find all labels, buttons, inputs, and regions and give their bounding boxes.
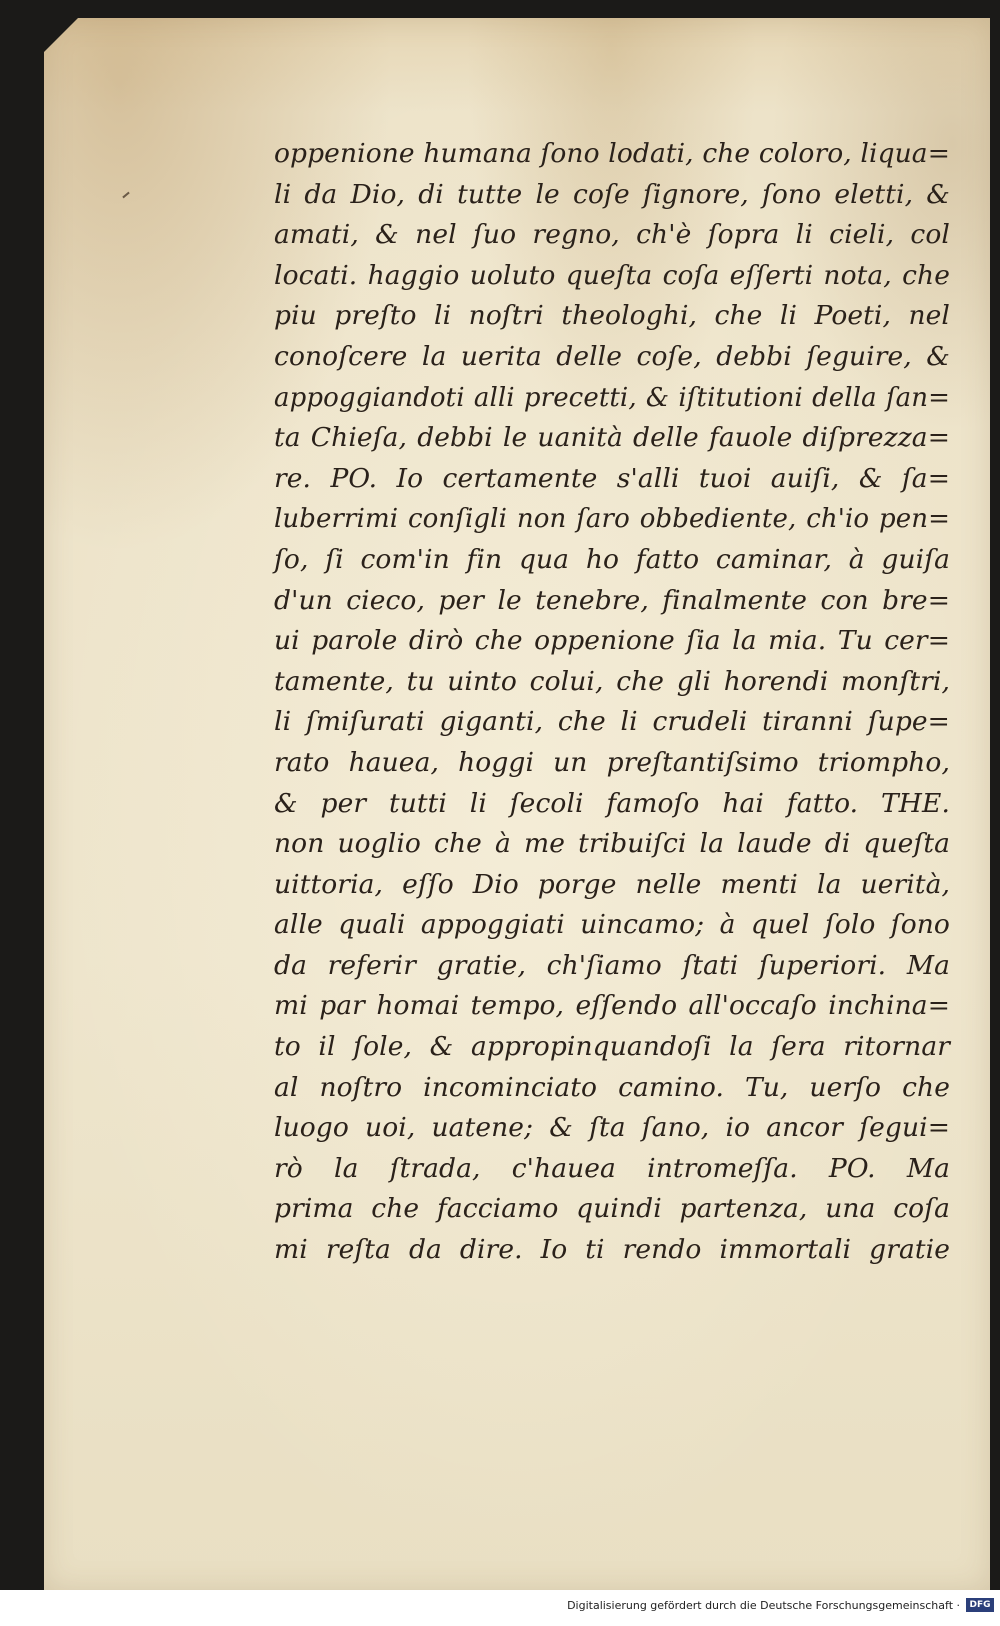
text-line: rato hauea, hoggi un preſtantiſsimo triompho, [274, 746, 950, 778]
text-line: amati, & nel ſuo regno, ch'è ſopra li cieli, col [274, 219, 950, 251]
text-line: al noſtro incominciato camino. Tu, uerſo che [274, 1071, 950, 1103]
text-line: tamente, tu uinto colui, che gli horendi monſtri, [274, 665, 950, 697]
text-line: ſo, ſi com'in fin qua ho fatto caminar, à guiſa [274, 543, 950, 575]
text-line: da referir gratie, ch'ſiamo ſtati ſuperiori. Ma [274, 949, 950, 981]
text-line: uittoria, eſſo Dio porge nelle menti la uerità, [274, 868, 950, 900]
text-line: & per tutti li ſecoli famoſo hai fatto. THE. [274, 787, 950, 819]
text-line: luberrimi conſigli non ſaro obbediente, ch'io pen= [274, 504, 950, 535]
text-line: luogo uoi, uatene; & ſta ſano, io ancor ſegui= [274, 1112, 950, 1144]
page-text [274, 134, 950, 1271]
text-line: d'un cieco, per le tenebre, finalmente con bre= [274, 584, 950, 616]
text-line: appoggiandoti alli precetti, & iſtitutioni della ſan= [274, 382, 950, 413]
text-line: li ſmiſurati giganti, che li crudeli tiranni ſupe= [274, 706, 950, 738]
text-line: prima che facciamo quindi partenza, una coſa [274, 1193, 950, 1225]
text-line: mi reſta da dire. Io ti rendo immortali gratie [274, 1234, 950, 1266]
text-line: alle quali appoggiati uincamo; à quel ſolo ſono [274, 909, 950, 941]
folded-page-corner [44, 18, 78, 52]
text-line: rò la ſtrada, c'hauea intromeſſa. PO. Ma [274, 1152, 950, 1184]
text-line: mi par homai tempo, eſſendo all'occaſo inchina= [274, 990, 950, 1022]
text-line: ui parole dirò che oppenione ſia la mia. Tu cer= [274, 625, 950, 657]
text-line: re. PO. Io certamente s'alli tuoi auiſi, & ſa= [274, 462, 950, 494]
funding-credit: Digitalisierung gefördert durch die Deutsche Forschungsgemeinschaft · [567, 1599, 960, 1612]
text-line: conoſcere la uerita delle coſe, debbi ſeguire, & [274, 340, 950, 372]
digitization-footer [0, 1590, 1000, 1626]
text-line: piu preſto li noſtri theologhi, che li Poeti, nel [274, 300, 950, 332]
text-line: ta Chieſa, debbi le uanità delle fauole diſprezza= [274, 422, 950, 454]
dfg-logo: DFG [966, 1598, 994, 1612]
text-line: locati. haggio uoluto queſta coſa eſſerti nota, che [274, 259, 950, 291]
text-line: non uoglio che à me tribuiſci la laude di queſta [274, 828, 950, 860]
text-line: to il ſole, & appropinquandoſi la ſera ritornar [274, 1031, 950, 1063]
text-line: li da Dio, di tutte le coſe ſignore, ſono eletti, & [274, 178, 950, 210]
text-line: oppenione humana ſono lodati, che coloro, liqua= [274, 138, 950, 169]
